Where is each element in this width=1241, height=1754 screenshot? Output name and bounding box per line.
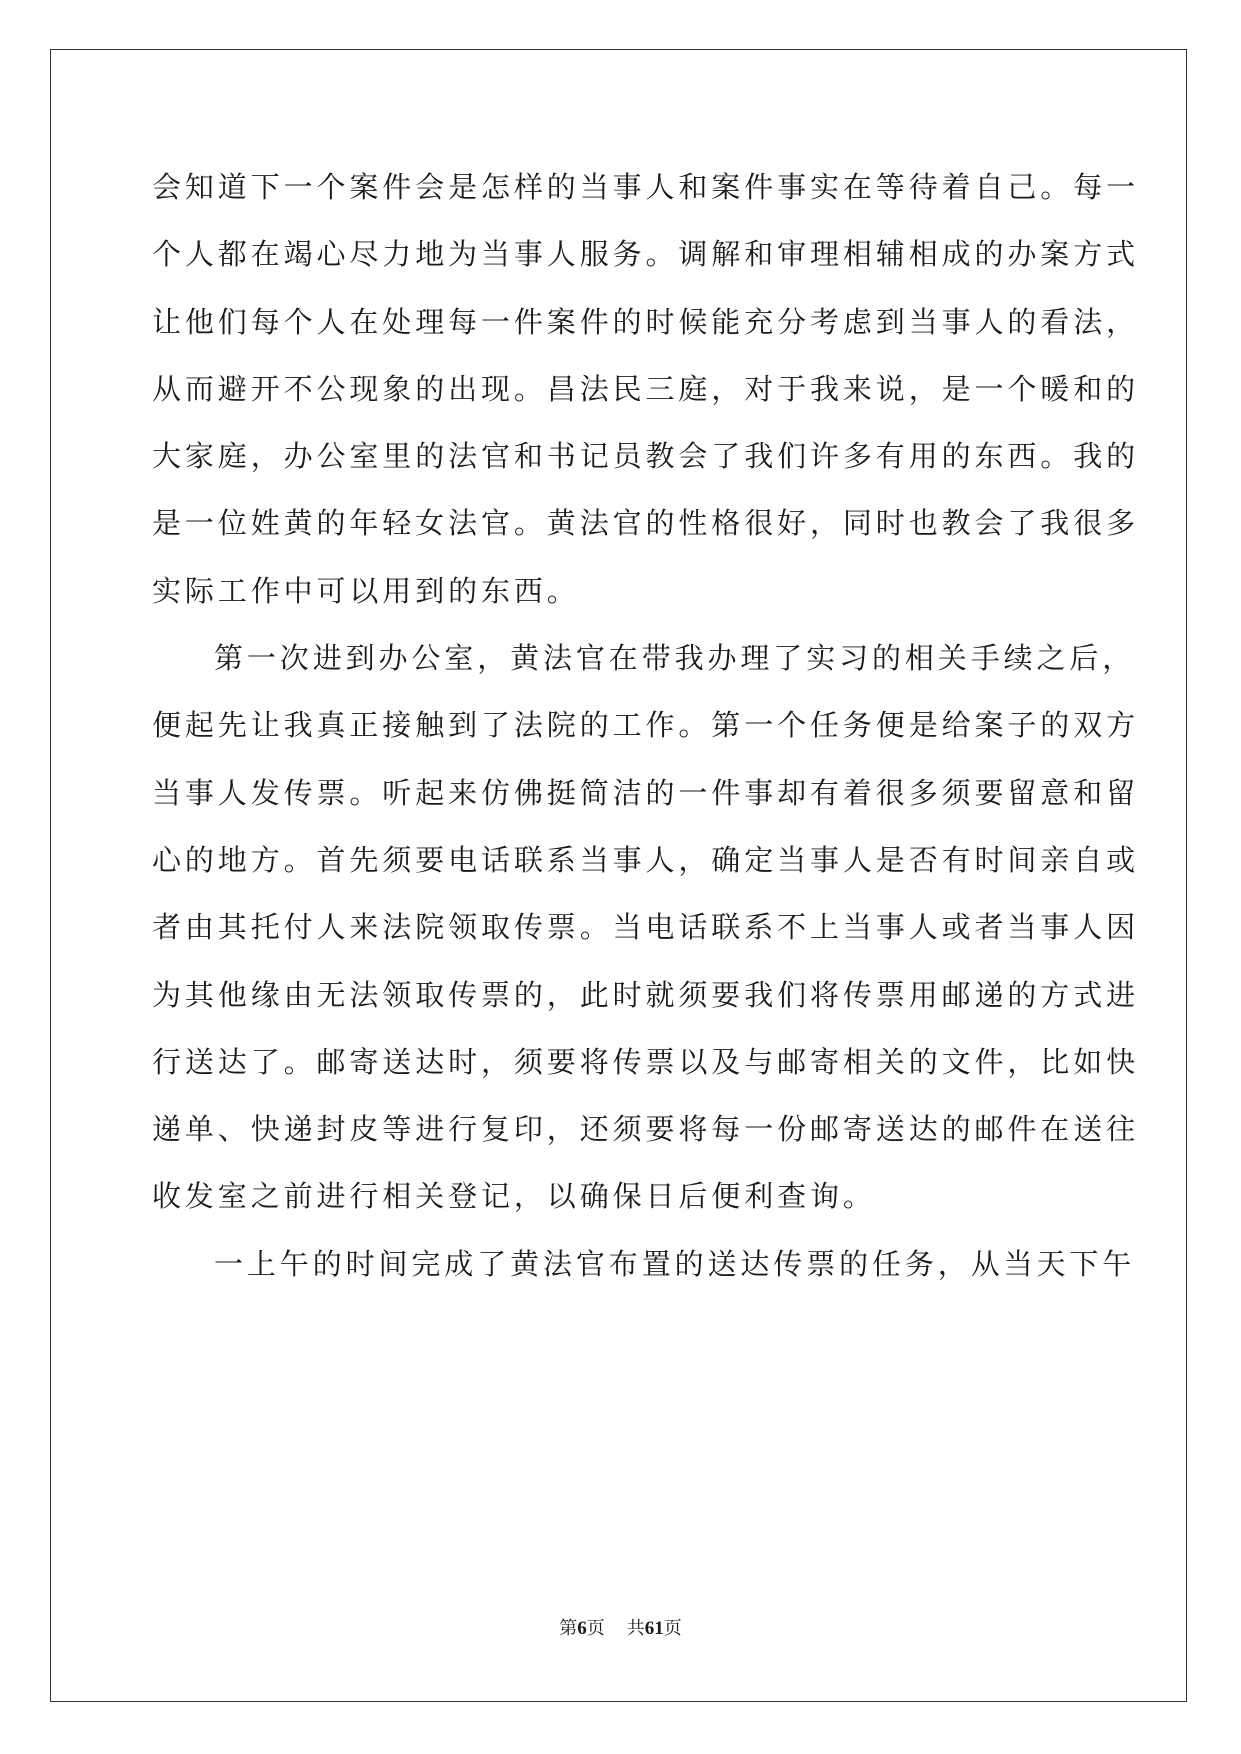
page-footer	[0, 1614, 1241, 1640]
text-line: 递单、快递封皮等进行复印，还须要将每一份邮寄送达的邮件在送往	[152, 1112, 1140, 1147]
document-body	[152, 154, 1140, 1298]
text-line: 让他们每个人在处理每一件案件的时候能充分考虑到当事人的看法，	[152, 304, 1140, 339]
text-line: 便起先让我真正接触到了法院的工作。第一个任务便是给案子的双方	[152, 708, 1140, 743]
current-page-number: 6	[577, 1618, 587, 1639]
paragraph-start-line: 第一次进到办公室，黄法官在带我办理了实习的相关手续之后，	[214, 641, 1136, 676]
text-line: 个人都在竭心尽力地为当事人服务。调解和审理相辅相成的办案方式	[152, 237, 1140, 272]
text-line: 大家庭，办公室里的法官和书记员教会了我们许多有用的东西。我的	[152, 439, 1140, 474]
text-line: 为其他缘由无法领取传票的，此时就须要我们将传票用邮递的方式进	[152, 977, 1140, 1012]
text-line: 者由其托付人来法院领取传票。当电话联系不上当事人或者当事人因	[152, 910, 1140, 945]
text-line: 心的地方。首先须要电话联系当事人，确定当事人是否有时间亲自或	[152, 842, 1140, 877]
paragraph-start-line: 一上午的时间完成了黄法官布置的送达传票的任务，从当天下午	[214, 1246, 1136, 1281]
footer-prefix: 第	[559, 1618, 578, 1639]
footer-total-prefix: 共	[626, 1618, 645, 1639]
total-pages-number: 61	[644, 1618, 664, 1639]
footer-total-suffix: 页	[663, 1618, 682, 1639]
footer-page-suffix: 页	[586, 1618, 605, 1639]
text-line: 从而避开不公现象的出现。昌法民三庭，对于我来说，是一个暖和的	[152, 371, 1140, 406]
text-line: 收发室之前进行相关登记，以确保日后便利查询。	[152, 1179, 876, 1214]
text-line: 行送达了。邮寄送达时，须要将传票以及与邮寄相关的文件，比如快	[152, 1044, 1140, 1079]
text-line: 会知道下一个案件会是怎样的当事人和案件事实在等待着自己。每一	[152, 170, 1140, 204]
text-line: 当事人发传票。听起来仿佛挺简洁的一件事却有着很多须要留意和留	[152, 775, 1140, 810]
text-line: 实际工作中可以用到的东西。	[152, 573, 580, 608]
text-line: 是一位姓黄的年轻女法官。黄法官的性格很好，同时也教会了我很多	[152, 506, 1140, 541]
